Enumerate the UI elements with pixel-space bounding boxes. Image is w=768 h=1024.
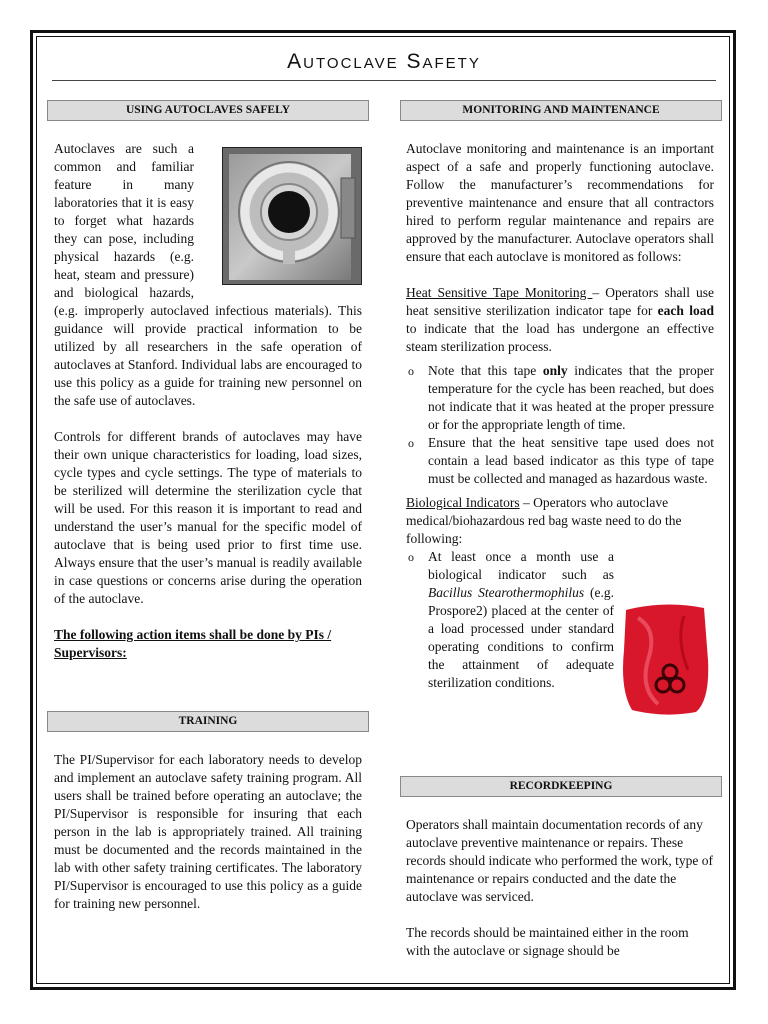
- recordkeeping-paragraph-1: Operators shall maintain documentation records of any autoclave preventive maintenance or repairs. These records should indicate who performed the work, type of maintenance or repairs conducted and the date the autoclave was serviced.: [406, 817, 714, 904]
- section-header-training: TRAINING: [47, 711, 369, 732]
- bullet3-italic: Bacillus Stearothermophilus: [428, 585, 585, 600]
- bio-text: – Operators who autoclave medical/biohazardous red bag waste need to do the following:: [406, 495, 682, 546]
- bullet1-text-b: indicates that the proper temperature for the cycle has been reached, but does not indicate that it was heated at the proper pressure or for the appropriate length of time.: [428, 363, 714, 432]
- page-title: Autoclave Safety: [287, 50, 481, 73]
- bullet3-text-b: (e.g. Prospore2) placed at the center of a load processed under standard operating conditions to confirm the attainment of adequate sterilization conditions.: [428, 585, 614, 690]
- training-text: [54, 751, 362, 913]
- action-items-heading: The following action items shall be done by PIs / Supervisors:: [54, 627, 332, 660]
- monitoring-paragraph: Autoclave monitoring and maintenance is an important aspect of a safe and properly functioning autoclave. Follow the manufacturer’s recommendations for preventive maintenance and ensure that all contractors hired to perform regular maintenance and repairs are approved by the manufacturer. Autoclave operators shall ensure that each autoclave is monitored as follows:: [406, 141, 714, 264]
- tape-bullet-2: o Ensure that the heat sensitive tape used does not contain a lead based indicator as this type of tape must be collected and managed as hazardous waste.: [406, 434, 714, 488]
- tape-monitoring-title: Heat Sensitive Tape Monitoring: [406, 285, 593, 300]
- tape-text-1: – Operators shall use heat sensitive sterilization indicator tape for: [406, 285, 714, 318]
- title-rule: [52, 80, 716, 81]
- section-header-using-autoclaves: USING AUTOCLAVES SAFELY: [47, 100, 369, 121]
- controls-paragraph: Controls for different brands of autoclaves may have their own unique characteristics for loading, load sizes, cycle types and cycle settings. The type of materials to be sterilized will determine the sterilization cycle that will be used. For this reason it is important to read and understand the user’s manual for the specific model of autoclave that is being used prior to first time use. Always ensure that the user’s manual is readily available in case questions or concerns arise during the operation of the autoclave.: [54, 429, 362, 606]
- biohazard-bag-photo: [618, 600, 712, 718]
- tape-monitoring-paragraph: [406, 284, 714, 356]
- tape-bullet-list: [406, 362, 714, 488]
- section-header-recordkeeping: RECORDKEEPING: [400, 776, 722, 797]
- bullet3-text-a: At least once a month use a biological indicator such as: [428, 549, 614, 582]
- bio-indicators-title: Biological Indicators: [406, 495, 520, 510]
- bullet1-bold: only: [542, 363, 568, 378]
- tape-bold: each load: [657, 303, 714, 318]
- using-autoclaves-text: [54, 140, 362, 662]
- recordkeeping-text: [406, 816, 714, 960]
- tape-bullet-1: [406, 362, 714, 434]
- training-paragraph: The PI/Supervisor for each laboratory needs to develop and implement an autoclave safety training program. All users shall be trained before operating an autoclave; the PI/Supervisor is responsible for insuring that each person in the lab is appropriately trained. All training must be documented and the records maintained in the lab with other safety training certificates. The laboratory PI/Supervisor is encouraged to use this policy as a guide for training new personnel.: [54, 752, 362, 911]
- bullet1-text-a: Note that this tape: [428, 363, 543, 378]
- recordkeeping-paragraph-2: The records should be maintained either in the room with the autoclave or signage should be: [406, 925, 689, 958]
- section-header-monitoring: MONITORING AND MAINTENANCE: [400, 100, 722, 121]
- tape-text-2: to indicate that the load has undergone an effective steam sterilization process.: [406, 321, 714, 354]
- biohazard-bag-image: [618, 600, 712, 718]
- intro-paragraph: Autoclaves are such a common and familiar feature in many laboratories that it is easy to forget what hazards they can pose, including physical hazards (e.g. heat, steam and pressure) and biological hazards, (e.g. improperly autoclaved infectious materials). This guidance will provide practical information to be utilized by all researchers in the safe operation of autoclaves at Stanford. Individual labs are encouraged to use this policy as a guide for training new personnel on the safe use of autoclaves.: [54, 141, 362, 408]
- bio-indicators-paragraph: [406, 494, 714, 548]
